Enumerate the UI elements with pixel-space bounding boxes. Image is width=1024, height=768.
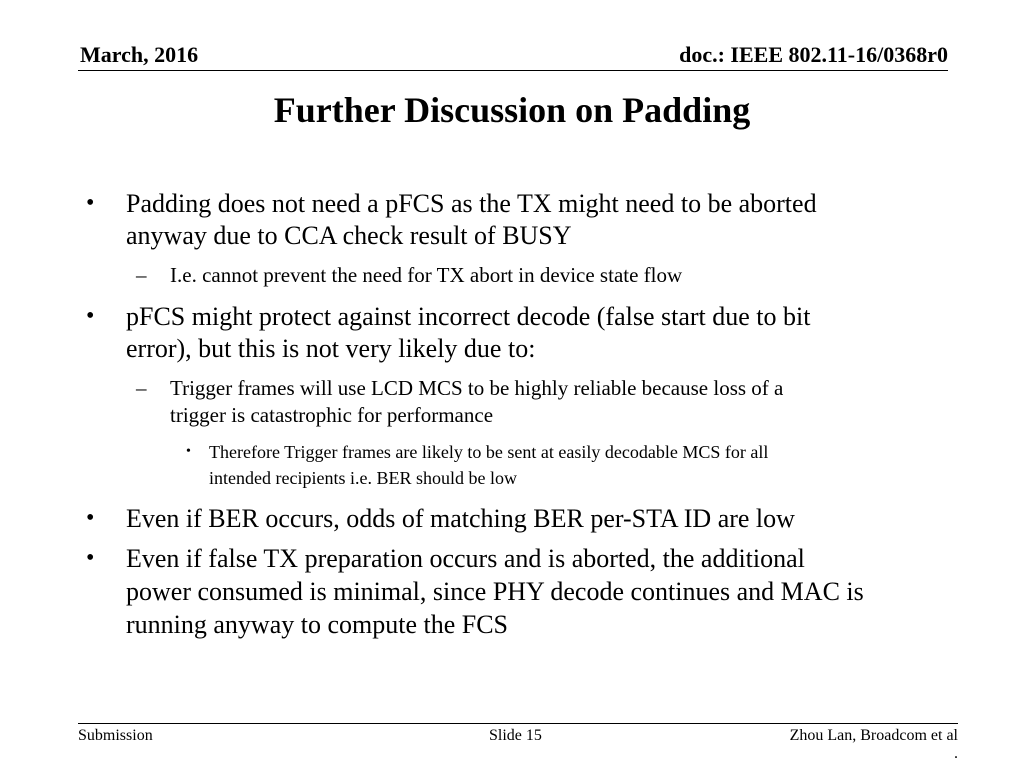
footer-rule bbox=[78, 723, 958, 724]
header-date: March, 2016 bbox=[80, 42, 199, 67]
sub-bullet-text-line: trigger is catastrophic for performance bbox=[170, 403, 494, 427]
bullet-text-line: pFCS might protect against incorrect decode (false start due to bit bbox=[126, 302, 811, 331]
sub-bullet-text-line: Trigger frames will use LCD MCS to be highly reliable because loss of a bbox=[170, 376, 784, 400]
sub-bullet-text-line: I.e. cannot prevent the need for TX abort in device state flow bbox=[170, 263, 683, 287]
sub-bullet-marker: – bbox=[136, 376, 147, 400]
footer-submission: Submission bbox=[78, 727, 153, 744]
header-rule bbox=[78, 70, 948, 71]
bullet-text-line: power consumed is minimal, since PHY decode continues and MAC is bbox=[126, 577, 864, 606]
sub-sub-bullet-text-line: Therefore Trigger frames are likely to be sent at easily decodable MCS for all bbox=[209, 442, 769, 462]
bullet-text-line: Even if BER occurs, odds of matching BER per-STA ID are low bbox=[126, 504, 795, 533]
bullet-text-line: anyway due to CCA check result of BUSY bbox=[126, 221, 572, 250]
footer-author: Zhou Lan, Broadcom et al bbox=[789, 727, 958, 744]
sub-bullet-marker: – bbox=[136, 263, 147, 287]
bullet-text-line: Even if false TX preparation occurs and is aborted, the additional bbox=[126, 544, 805, 573]
header-doc-id: doc.: IEEE 802.11-16/0368r0 bbox=[679, 42, 948, 67]
bullet-marker: • bbox=[86, 545, 95, 571]
footer-slide-number: Slide 15 bbox=[489, 727, 542, 744]
bullet-marker: • bbox=[86, 505, 95, 531]
bullet-text-line: running anyway to compute the FCS bbox=[126, 610, 509, 639]
footer-author-mark: . bbox=[954, 745, 958, 762]
bullet-marker: • bbox=[86, 303, 95, 329]
bullet-marker: • bbox=[86, 190, 95, 216]
slide-title: Further Discussion on Padding bbox=[273, 90, 751, 130]
bullet-text-line: Padding does not need a pFCS as the TX might need to be aborted bbox=[126, 189, 817, 218]
bullet-text-line: error), but this is not very likely due to: bbox=[126, 334, 536, 363]
sub-sub-bullet-marker: • bbox=[186, 444, 191, 459]
sub-sub-bullet-text-line: intended recipients i.e. BER should be low bbox=[209, 468, 517, 488]
